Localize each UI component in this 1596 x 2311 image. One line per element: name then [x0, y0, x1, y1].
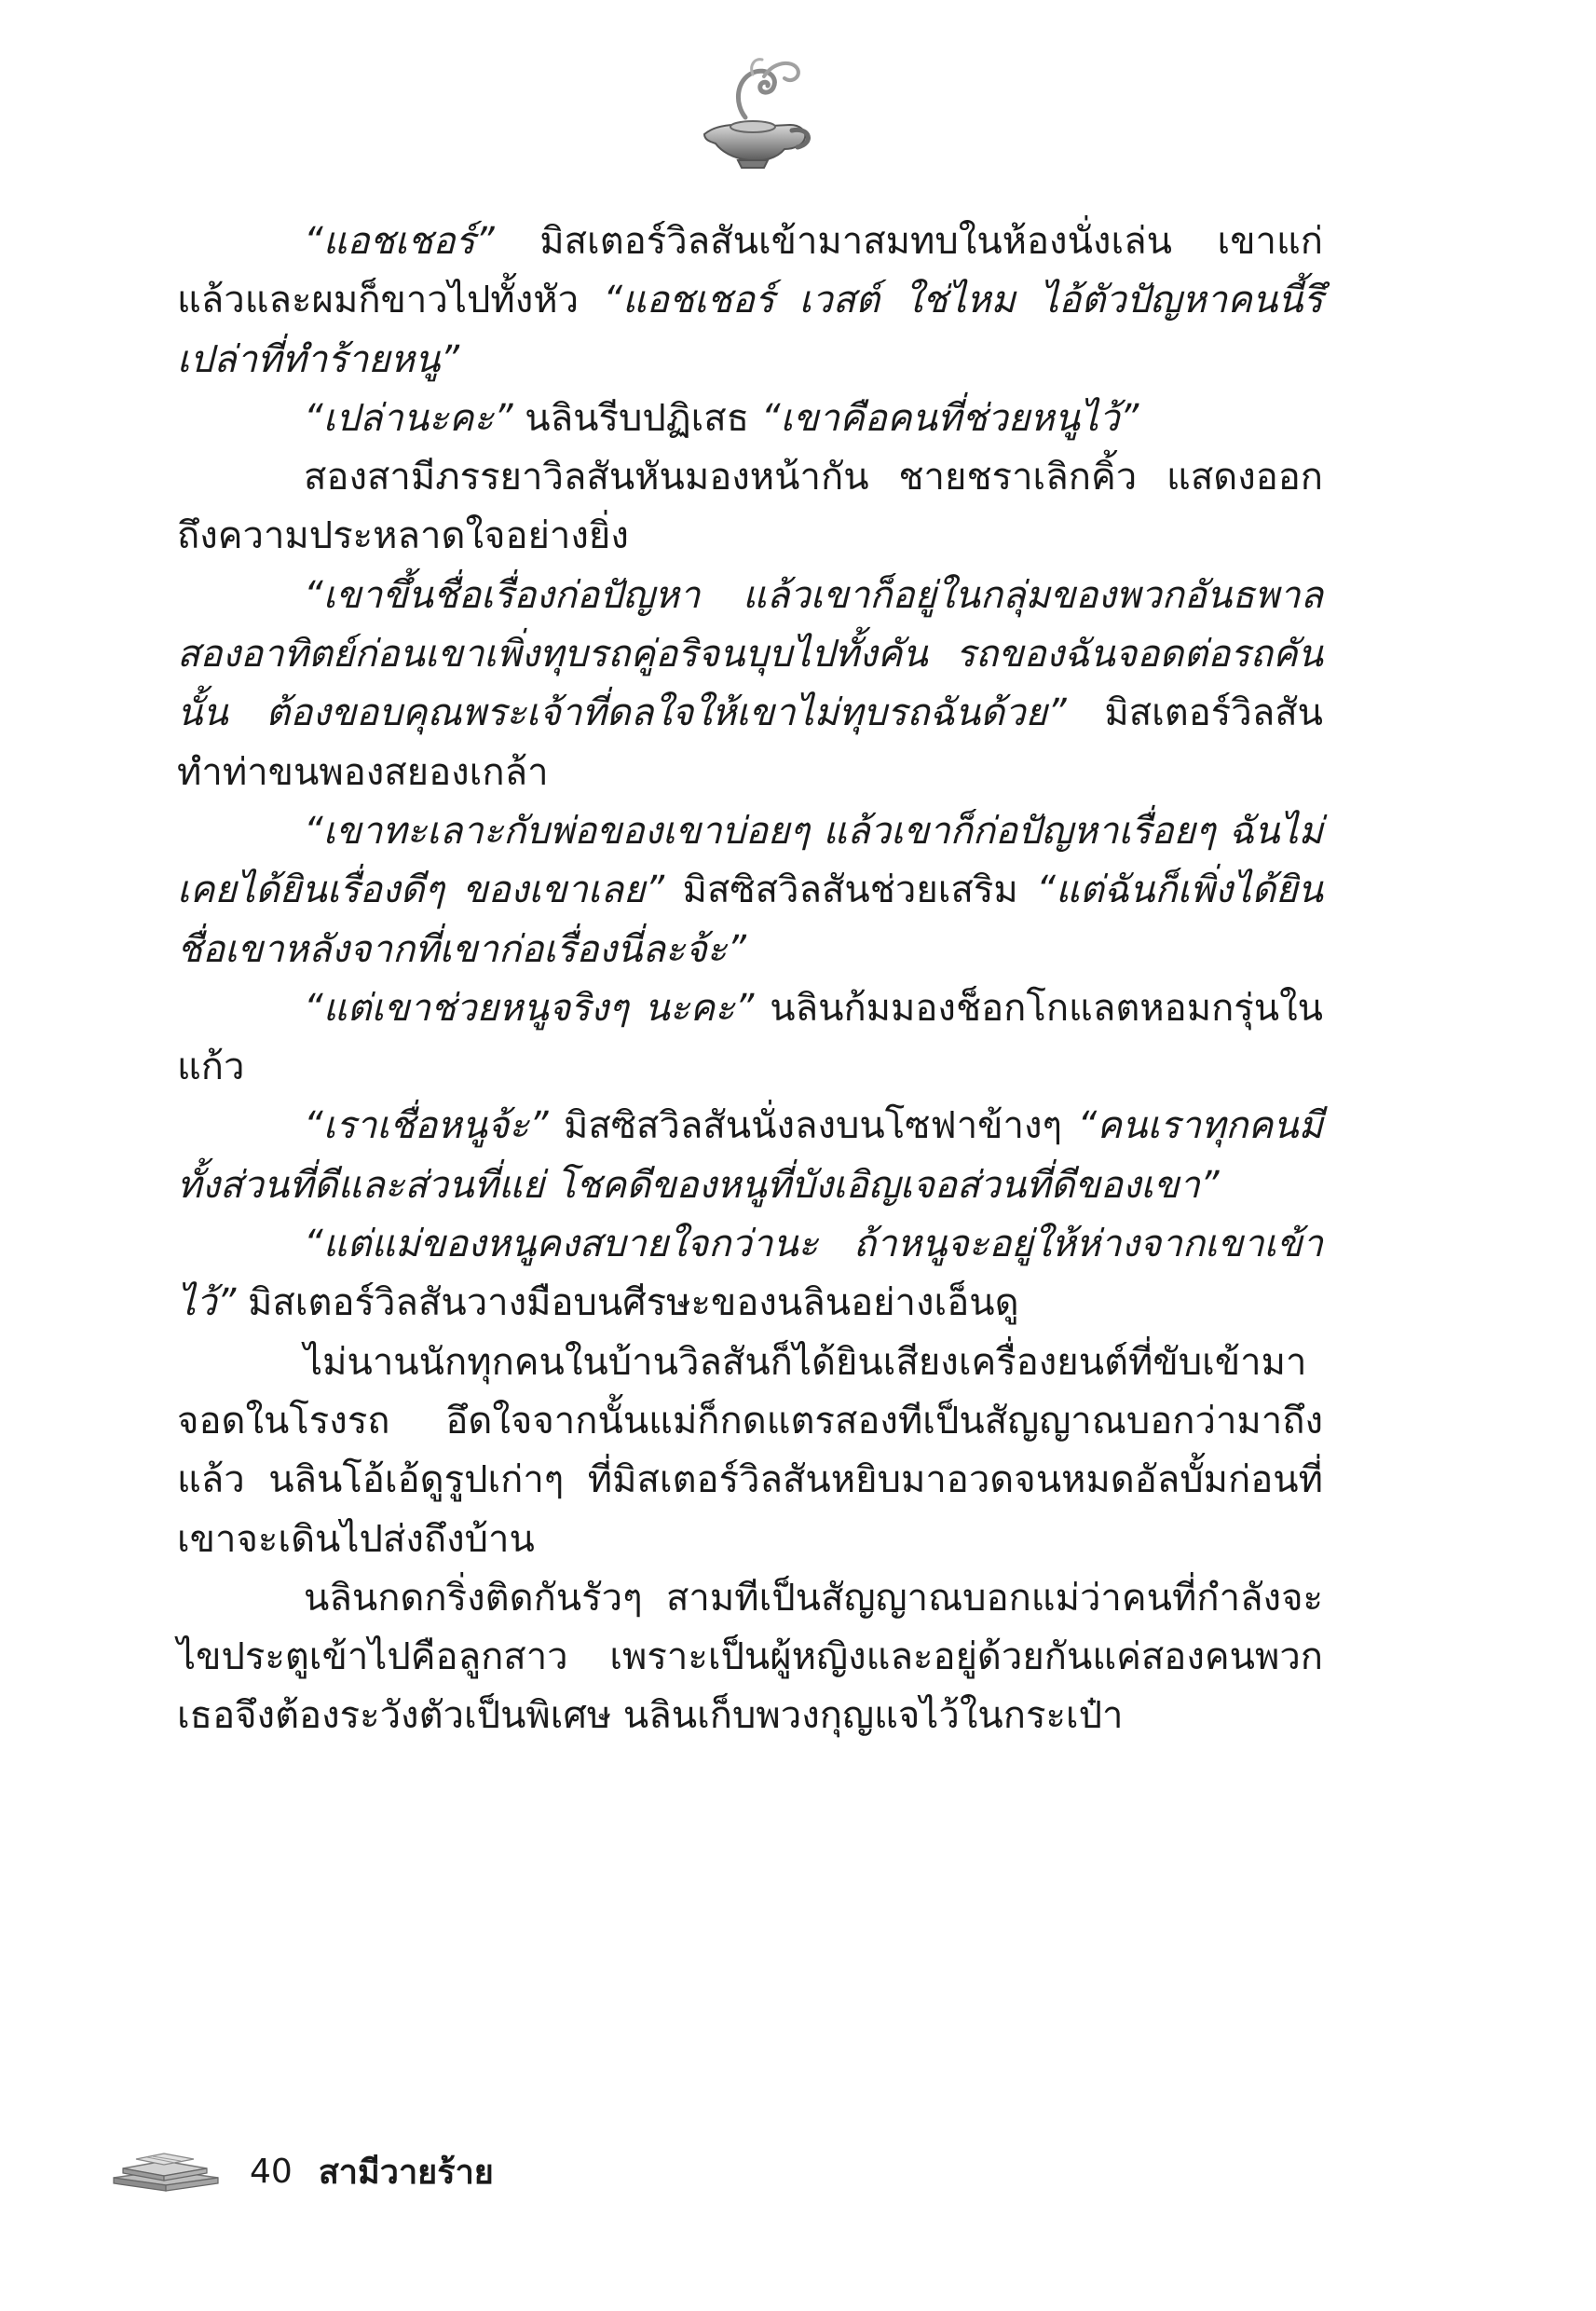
paragraph — [177, 1569, 1323, 1746]
paragraph — [177, 802, 1323, 979]
narration-text: นลินรีบปฏิเสธ — [512, 396, 761, 440]
paragraph — [177, 1333, 1323, 1569]
dialogue-text: “แต่ฉันก็เพิ่งได้ยินชื่อเขาหลังจากที่เขาก่อเรื่องนี่ละจ้ะ” — [177, 868, 1323, 971]
dialogue-text: “เขาทะเลาะกับพ่อของเขาบ่อยๆ แล้วเขาก็ก่อปัญหาเรื่อยๆ ฉันไม่เคยได้ยินเรื่องดีๆ ของเขาเลย” — [177, 809, 1323, 912]
narration-text: มิสซิสวิลสันนั่งลงบนโซฟาข้างๆ — [548, 1104, 1078, 1148]
dialogue-text: “แอชเชอร์ เวสต์ ใช่ไหม ไอ้ตัวปัญหาคนนี้รึเปล่าที่ทำร้ายหนู” — [177, 279, 1323, 381]
dialogue-text: “คนเราทุกคนมีทั้งส่วนที่ดีและส่วนที่แย่ โชคดีของหนูที่บังเอิญเจอส่วนที่ดีของเขา” — [177, 1104, 1323, 1207]
narration-text: มิสซิสวิลสันช่วยเสริม — [664, 868, 1037, 912]
dialogue-text: “แต่เขาช่วยหนูจริงๆ นะคะ” — [304, 986, 755, 1030]
dialogue-text: “แอชเชอร์” — [304, 220, 495, 263]
body-text — [177, 212, 1323, 1746]
paragraph — [177, 979, 1323, 1098]
dialogue-text: “เขาขึ้นชื่อเรื่องก่อปัญหา แล้วเขาก็อยู่ในกลุ่มของพวกอันธพาลสองอาทิตย์ก่อนเขาเพิ่งทุบรถคู่อริจนบุบไปทั้งคัน รถของฉันจอดต่อรถคันนั้น ต้องขอบคุณพระเจ้าที่ดลใจให้เขาไม่ทุบรถฉันด้วย” — [177, 573, 1323, 735]
page-number: 40 — [250, 2152, 293, 2191]
narration-text: สองสามีภรรยาวิลสันหันมองหน้ากัน ชายชราเลิกคิ้ว แสดงออกถึงความประหลาดใจอย่างยิ่ง — [177, 456, 1323, 558]
narration-text: นลินกดกริ่งติดกันรัวๆ สามทีเป็นสัญญาณบอกแม่ว่าคนที่กำลังจะไขประตูเข้าไปคือลูกสาว เพราะเป็นผู้หญิงและอยู่ด้วยกันแค่สองคนพวกเธอจึงต้องระวังตัวเป็นพิเศษ นลินเก็บพวงกุญแจไว้ในกระเป๋า — [177, 1576, 1323, 1738]
dialogue-text: “เปล่านะคะ” — [304, 396, 513, 440]
paragraph — [177, 448, 1323, 567]
dialogue-text: “เขาคือคนที่ช่วยหนูไว้” — [760, 396, 1139, 440]
page-footer — [110, 2143, 494, 2199]
book-title: สามีวายร้าย — [318, 2153, 494, 2192]
narration-text: นลินก้มมองช็อกโกแลตหอมกรุ่นในแก้ว — [177, 986, 1323, 1089]
paragraph — [177, 1215, 1323, 1333]
narration-text: มิสเตอร์วิลสันวางมือบนศีรษะของนลินอย่างเอ็นดู — [236, 1281, 1019, 1325]
narration-text: มิสเตอร์วิลสันทำท่าขนพองสยองเกล้า — [177, 691, 1323, 794]
paragraph — [177, 390, 1323, 448]
paragraph — [177, 567, 1323, 802]
stacked-books-icon — [110, 2150, 222, 2193]
narration-text: ไม่นานนักทุกคนในบ้านวิลสันก็ได้ยินเสียงเครื่องยนต์ที่ขับเข้ามาจอดในโรงรถ อึดใจจากนั้นแม่ก็กดแตรสองทีเป็นสัญญาณบอกว่ามาถึงแล้ว นลินโอ้เอ้ดูรูปเก่าๆ ที่มิสเตอร์วิลสันหยิบมาอวดจนหมดอัลบั้มก่อนที่เขาจะเดินไปส่งถึงบ้าน — [177, 1340, 1323, 1561]
paragraph — [177, 212, 1323, 390]
narration-text: มิสเตอร์วิลสันเข้ามาสมทบในห้องนั่งเล่น เขาแก่แล้วและผมก็ขาวไปทั้งหัว — [177, 220, 1323, 322]
paragraph — [177, 1097, 1323, 1215]
dialogue-text: “เราเชื่อหนูจ้ะ” — [304, 1104, 549, 1148]
dialogue-text: “แต่แม่ของหนูคงสบายใจกว่านะ ถ้าหนูจะอยู่ให้ห่างจากเขาเข้าไว้” — [177, 1223, 1323, 1325]
genie-lamp-icon — [688, 52, 818, 173]
